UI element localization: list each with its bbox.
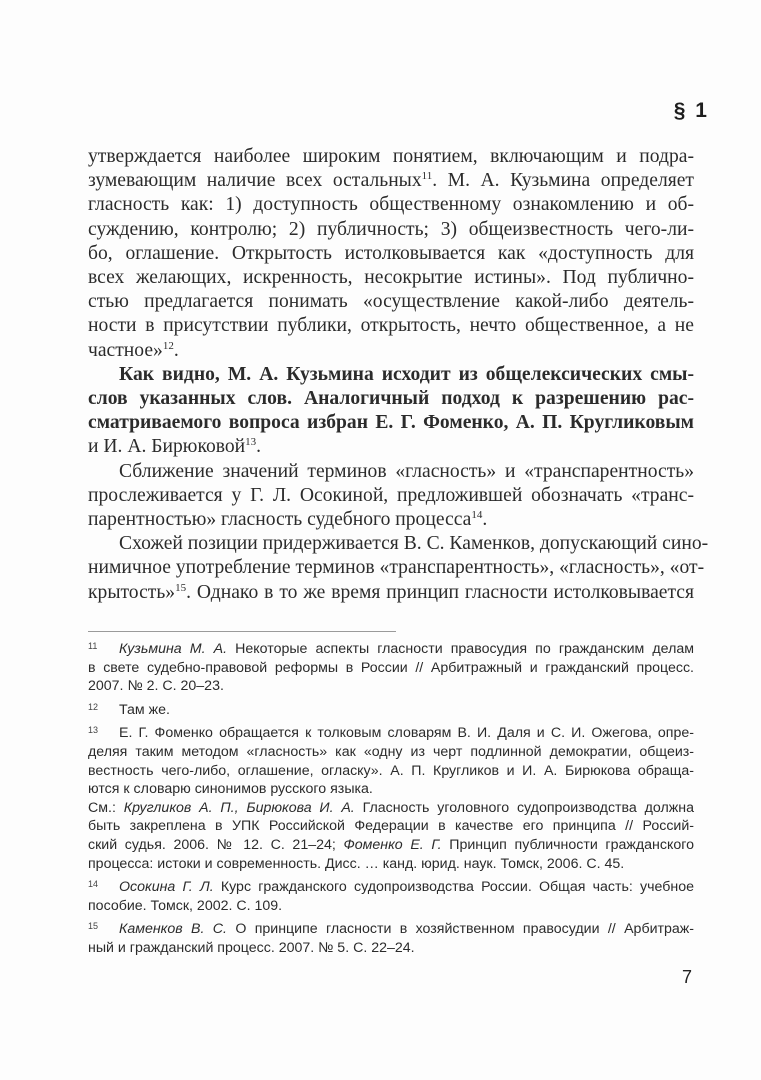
footnote-line: Каменков В. С. О принципе гласности в хозяйственном правосудии // Арбитраж- xyxy=(119,921,694,938)
footnote-15 xyxy=(88,920,694,957)
text-line: Схожей позиции придерживается В. С. Каменков, допускающий сино- xyxy=(119,533,709,555)
footnote-number: 13 xyxy=(88,725,99,736)
text-line: ности в присутствии публики, открытость, нечто общественное, а не xyxy=(88,315,694,337)
footnote-number: 15 xyxy=(88,921,99,932)
footnote-line: Кузьмина М. А. Некоторые аспекты гласности правосудия по гражданским делам xyxy=(119,641,695,657)
text-line: крытость»$^{15}$. Однако в то же время принцип гласности истолковывается xyxy=(88,581,694,603)
text-line: прослеживается у Г. Л. Осокиной, предложившей обозначать «транс- xyxy=(88,484,694,506)
text-line: гласность как: 1) доступность общественному ознакомлению и об- xyxy=(88,194,694,216)
text-line: зумевающим наличие всех остальных$^{11}$. М. А. Кузьмина определяет xyxy=(88,170,694,192)
footnote-line: ский судья. 2006. № 12. С. 21–24; Фоменко Е. Г. Принцип публичности гражданского xyxy=(88,836,694,853)
footnote-ref-12[interactable]: 12 xyxy=(162,339,174,352)
text-line: бо, оглашение. Открытость истолковывается как «доступность для xyxy=(88,242,694,264)
page-number: 7 xyxy=(681,967,692,987)
main-text xyxy=(88,145,709,605)
footnote-number: 11 xyxy=(88,641,98,651)
footnote-author: Кузьмина М. А. xyxy=(119,641,228,657)
footnote-author: Каменков В. С. xyxy=(119,921,227,938)
footnote-line: вестность чего-либо, оглашение, огласку». А. П. Кругликов и И. А. Бирюкова обраща- xyxy=(88,762,694,779)
footnote-13 xyxy=(88,724,694,873)
footnote-line: 2007. № 2. С. 20–23. xyxy=(88,678,224,695)
footnote-line: Там же. xyxy=(119,701,170,718)
paragraph-4 xyxy=(88,532,709,605)
section-heading: § 1 xyxy=(673,99,709,122)
footnotes xyxy=(88,640,694,963)
text-line: слов указанных слов. Аналогичный подход к разрешению рас- xyxy=(88,388,694,410)
text-line: парентностью» гласность судебного процесса$^{14}$. xyxy=(88,509,488,531)
footnote-author: Кругликов А. П., Бирюкова И. А. xyxy=(123,799,355,816)
footnote-line: процесса: истоки и современность. Дисс. … канд. юрид. наук. Томск, 2006. С. 45. xyxy=(88,855,625,872)
paragraph-1 xyxy=(88,145,694,363)
footnote-number: 12 xyxy=(88,701,99,712)
footnote-line: в свете судебно-правовой реформы в России // Арбитражный и гражданский процесс. xyxy=(88,659,694,676)
footnote-ref-13[interactable]: 13 xyxy=(245,436,257,449)
footnote-author: Осокина Г. Л. xyxy=(119,879,214,896)
footnote-line: быть закреплена в УПК Российской Федерации в качестве его принципа // Россий- xyxy=(88,818,694,835)
footnote-line: См.: Кругликов А. П., Бирюкова И. А. Гласность уголовного судопроизводства должна xyxy=(88,799,694,816)
text-line: нимичное употребление терминов «транспарентность», «гласность», «от- xyxy=(88,557,705,579)
text-line: стью предлагается понимать «осуществление какой-либо деятель- xyxy=(88,291,694,313)
footnote-author: Фоменко Е. Г. xyxy=(343,836,442,853)
text-line: и И. А. Бирюковой$^{13}$. xyxy=(88,436,262,458)
footnote-line: Е. Г. Фоменко обращается к толковым словарям В. И. Даля и С. И. Ожегова, опре- xyxy=(119,725,694,742)
paragraph-2 xyxy=(88,363,694,460)
footnote-divider xyxy=(88,631,396,632)
footnote-line: деляя таким методом «гласность» как «одну из черт подлинной демократии, общеиз- xyxy=(88,743,694,760)
footnote-ref-14[interactable]: 14 xyxy=(471,509,483,522)
text-line: всех желающих, искренность, несокрытие истины». Под публично- xyxy=(88,267,694,289)
text-line: Сближение значений терминов «гласность» и «транспарентность» xyxy=(119,460,694,482)
text-line: утверждается наиболее широким понятием, включающим и подра- xyxy=(88,146,694,167)
footnote-ref-11[interactable]: 11 xyxy=(421,170,433,183)
footnote-line: ный и гражданский процесс. 2007. № 5. С. 22–24. xyxy=(88,939,415,956)
text-line: сматриваемого вопроса избран Е. Г. Фоменко, А. П. Кругликовым xyxy=(88,412,694,434)
footnote-number: 14 xyxy=(88,879,99,890)
footnote-12 xyxy=(88,701,694,720)
footnote-ref-15[interactable]: 15 xyxy=(175,581,187,594)
footnote-11 xyxy=(88,640,694,696)
paragraph-3 xyxy=(88,460,694,533)
text-line: Как видно, М. А. Кузьмина исходит из общелексических смы- xyxy=(119,363,694,385)
footnote-line: Осокина Г. Л. Курс гражданского судопроизводства России. Общая часть: учебное xyxy=(119,879,694,896)
footnote-line: ются к словарю синонимов русского языка. xyxy=(88,781,373,798)
text-line: суждению, контролю; 2) публичность; 3) общеизвестность чего-ли- xyxy=(88,218,694,240)
text-line: частное»$^{12}$. xyxy=(88,339,179,361)
footnote-line: пособие. Томск, 2002. С. 109. xyxy=(88,897,283,914)
footnote-14 xyxy=(88,878,694,915)
